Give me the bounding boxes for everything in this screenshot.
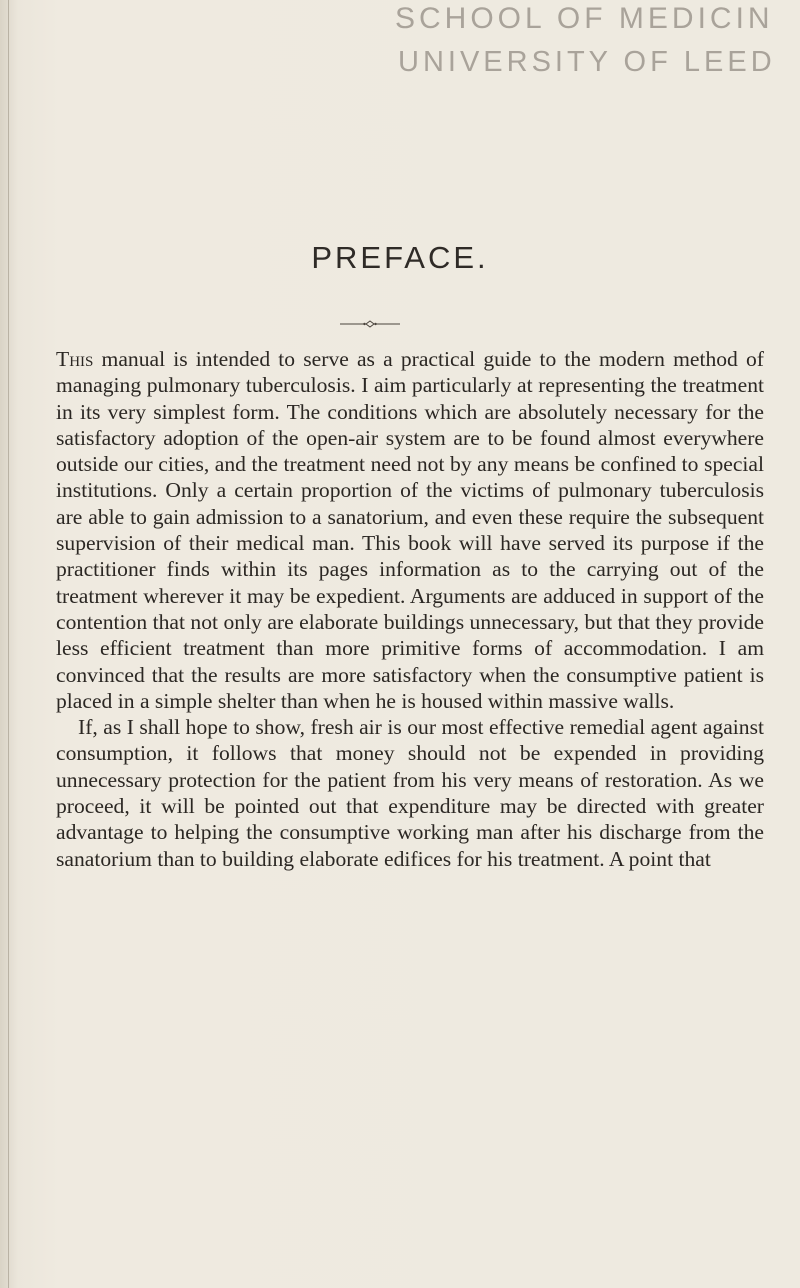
page-title: PREFACE. (311, 240, 489, 275)
paragraph-2 (56, 714, 764, 872)
paragraph-1-text: manual is intended to serve as a practical guide to the modern method of managing pulmonary tuberculosis. I aim particularly at representing the treatment in its very simplest form. The conditions which are absolutely necessary for the satisfactory adoption of the open-air system are to be found almost everywhere outside our cities, and the treatment need not by any means be confined to special institutions. Only a certain proportion of the victims of pulmonary tuberculosis are able to gain admission to a sanatorium, and even these require the subsequent supervision of their medical man. This book will have served its purpose if the practitioner finds within its pages information as to the carrying out of the treatment wherever it may be expedient. Arguments are adduced in support of the contention that not only are elaborate buildings unnecessary, but that they provide less efficient treatment than more primitive forms of accommodation. I am convinced that the results are more satisfactory when the consumptive patient is placed in a simple shelter than when he is housed within massive walls. (56, 347, 764, 713)
divider-ornament-icon (340, 319, 400, 329)
page-binding-edge (8, 0, 9, 1288)
paragraph-2-text: If, as I shall hope to show, fresh air is our most effective remedial agent against consumption, it follows that money should not be expended in providing unnecessary protection for the patient from his very means of restoration. As we proceed, it will be pointed out that expenditure may be directed with greater advantage to helping the consumptive working man after his discharge from the sanatorium than to building elaborate edifices for his treatment. A point that (56, 715, 764, 871)
paragraph-1-lead: This (56, 347, 94, 371)
stamp-school-line: SCHOOL OF MEDICIN (395, 2, 774, 35)
stamp-university-line: UNIVERSITY OF LEED (398, 46, 776, 78)
paragraph-1 (56, 346, 764, 714)
preface-body (56, 346, 764, 872)
